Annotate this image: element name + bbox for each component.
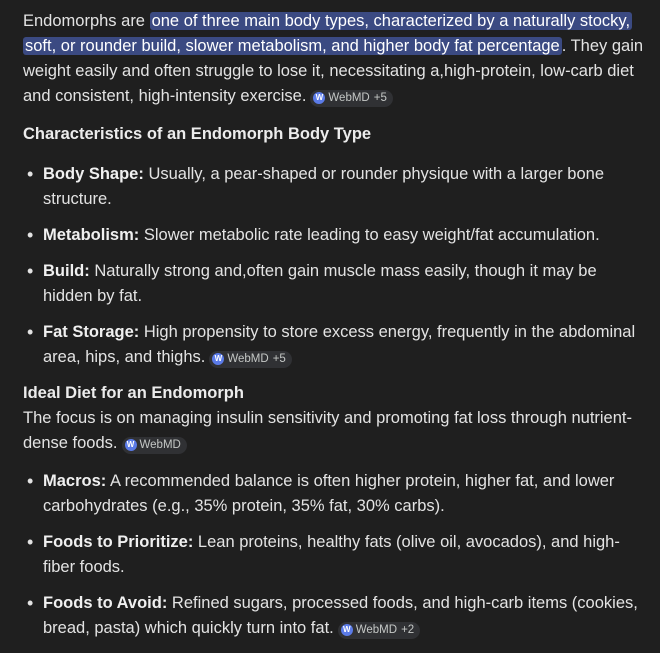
- webmd-icon: W: [313, 92, 325, 104]
- list-item: [23, 469, 650, 519]
- chip-source: WebMD: [227, 352, 269, 365]
- chip-count: +2: [401, 623, 415, 636]
- diet-text: The focus is on managing insulin sensitivity and promoting fat loss through nutrient-dense foods.: [23, 409, 632, 452]
- intro-paragraph: [23, 9, 650, 109]
- intro-highlight[interactable]: one of three main body types, characterized by a naturally stocky, soft, or rounder build, slower metabolism, and higher body fat percentage: [25, 12, 631, 55]
- webmd-icon: W: [125, 439, 137, 451]
- list-item: [23, 223, 650, 248]
- item-text: Lean proteins, healthy fats (olive oil, avocados), and high-fiber foods.: [43, 533, 620, 576]
- bullet-icon: •: [27, 261, 34, 281]
- bullet-icon: •: [27, 593, 34, 613]
- item-text: Naturally strong and,often gain muscle mass easily, though it may be hidden by fat.: [43, 262, 597, 305]
- chip-count: +5: [373, 91, 387, 104]
- source-chip[interactable]: [209, 351, 291, 368]
- list-item: [23, 259, 650, 309]
- diet-heading: Ideal Diet for an Endomorph: [23, 384, 244, 402]
- characteristics-list: [23, 162, 650, 370]
- diet-list: [23, 469, 650, 641]
- list-item: [23, 591, 650, 641]
- item-text: A recommended balance is often higher protein, higher fat, and lower carbohydrates (e.g., 35% protein, 35% fat, 30% carbs).: [43, 472, 615, 515]
- item-label: Fat Storage:: [43, 323, 140, 341]
- item-text: Slower metabolic rate leading to easy weight/fat accumulation.: [139, 226, 600, 244]
- webmd-icon: W: [341, 624, 353, 636]
- source-chip[interactable]: [122, 437, 187, 454]
- item-text: Refined sugars, processed foods, and high-carb items (cookies, bread, pasta) which quickly turn into fat.: [43, 594, 638, 637]
- intro-post: . They gain weight easily and often struggle to lose it, necessitating a,high-protein, low-carb diet and consistent, high-intensity exercise.: [23, 37, 644, 105]
- item-text: High propensity to store excess energy, frequently in the abdominal area, hips, and thighs.: [43, 323, 636, 366]
- characteristics-heading: Characteristics of an Endomorph Body Type: [23, 125, 372, 143]
- chip-source: WebMD: [355, 623, 398, 636]
- list-item: [23, 320, 650, 370]
- chip-source: WebMD: [328, 91, 370, 104]
- intro-pre: Endomorphs are: [23, 12, 150, 30]
- chip-source: WebMD: [139, 438, 181, 451]
- list-item: [23, 162, 650, 212]
- item-label: Body Shape:: [43, 165, 144, 183]
- bullet-icon: •: [27, 532, 34, 552]
- bullet-icon: •: [27, 164, 34, 184]
- bullet-icon: •: [27, 322, 34, 342]
- item-label: Build:: [43, 262, 90, 280]
- source-chip[interactable]: [338, 622, 420, 639]
- bullet-icon: •: [27, 225, 34, 245]
- item-label: Foods to Avoid:: [43, 594, 168, 612]
- webmd-icon: W: [212, 353, 224, 365]
- diet-paragraph: [23, 406, 650, 456]
- item-text: Usually, a pear-shaped or rounder physique with a larger bone structure.: [43, 165, 604, 208]
- list-item: [23, 530, 650, 580]
- chip-count: +5: [272, 352, 286, 365]
- bullet-icon: •: [27, 471, 34, 491]
- source-chip[interactable]: [310, 90, 392, 107]
- item-label: Macros:: [43, 472, 107, 490]
- item-label: Metabolism:: [43, 226, 140, 244]
- item-label: Foods to Prioritize:: [43, 533, 194, 551]
